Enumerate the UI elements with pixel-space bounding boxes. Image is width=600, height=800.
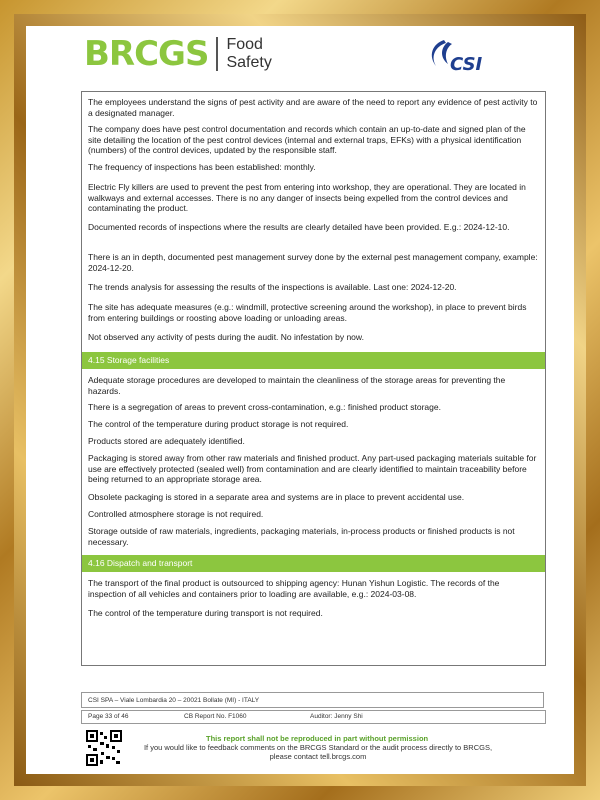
section-title: 4.16 Dispatch and transport (88, 558, 193, 568)
page-header (26, 26, 574, 88)
storage-paragraph: Adequate storage procedures are developed to maintain the cleanliness of the storage areas for preventing the hazards. (88, 375, 506, 396)
qr-code-icon (86, 730, 122, 766)
footer-report-number: CB Report No. F1060 (184, 713, 247, 720)
storage-paragraph: Controlled atmosphere storage is not required. (88, 509, 264, 519)
storage-paragraph: Products stored are adequately identified. (88, 436, 245, 446)
footer-page-number: Page 33 of 46 (88, 713, 129, 720)
pest-paragraph: Electric Fly killers are used to prevent the pest from entering into workshop, they are operational. They are located in walkways and external accesses. There is no any danger of insects being expelled from the control devices and contaminating the product. (88, 182, 526, 213)
csi-logo (426, 36, 496, 76)
csi-logo-text: CSI (450, 54, 483, 75)
pest-paragraph: Documented records of inspections where the results are clearly detailed have been provided. E.g.: 2024-12-10. (88, 222, 510, 232)
report-content-box (81, 91, 546, 666)
section-title: 4.15 Storage facilities (88, 355, 170, 365)
pest-paragraph: The trends analysis for assessing the results of the inspections is available. Last one: 2024-12-20. (88, 282, 457, 292)
pest-paragraph: Not observed any activity of pests during the audit. No infestation by now. (88, 332, 364, 342)
section-heading-storage (82, 352, 545, 369)
brcgs-wordmark: BRCGS (84, 34, 209, 74)
brcgs-tagline (226, 36, 271, 72)
footer-auditor: Auditor: Jenny Shi (310, 713, 363, 720)
copyright-notice: This report shall not be reproduced in part without permission (206, 734, 429, 743)
footer-address-row (81, 692, 544, 708)
pest-paragraph: The company does have pest control documentation and records which contain an up-to-date and signed plan of the site detailing the location of the pest control devices (internal and external traps, EFKs) with a physical identification (numbers) of the control devices, updated by the responsible staff. (88, 124, 526, 155)
dispatch-paragraph: The control of the temperature during transport is not required. (88, 608, 323, 618)
footer-info-row (81, 710, 546, 724)
storage-paragraph: Storage outside of raw materials, ingredients, packaging materials, in-process products or finished products is not necessary. (88, 526, 515, 547)
brcgs-logo (84, 34, 272, 74)
pest-paragraph: The employees understand the signs of pest activity and are aware of the need to report any evidence of pest activity to a designated manager. (88, 97, 538, 118)
pest-paragraph: The frequency of inspections has been established: monthly. (88, 162, 316, 172)
brcgs-tag-line2: Safety (226, 54, 272, 71)
pest-paragraph: The site has adequate measures (e.g.: windmill, protective screening around the workshop), in place to prevent birds from entering buildings or roosting above loading or unloading areas. (88, 302, 527, 323)
storage-paragraph: The control of the temperature during product storage is not required. (88, 419, 349, 429)
logo-separator (216, 37, 218, 71)
storage-paragraph: Packaging is stored away from other raw materials and finished product. Any part-used packaging materials suitable for use are effectively protected (sealed well) from contamination and are clearly identified to maintain traceability before being returned to an appropriate storage area. (88, 453, 537, 484)
report-page (26, 26, 574, 774)
section-heading-dispatch (82, 555, 545, 572)
footer-address: CSI SPA – Viale Lombardia 20 – 20021 Bollate (MI) - ITALY (88, 697, 260, 704)
storage-paragraph: Obsolete packaging is stored in a separate area and systems are in place to prevent accidental use. (88, 492, 465, 502)
pest-paragraph: There is an in depth, documented pest management survey done by the external pest management company, example: 2024-12-20. (88, 252, 538, 273)
feedback-notice: If you would like to feedback comments on the BRCGS Standard or the audit process directly to BRCGS, please contact tell.brcgs.com (143, 743, 493, 761)
storage-paragraph: There is a segregation of areas to prevent cross-contamination, e.g.: finished product storage. (88, 402, 441, 412)
brcgs-tag-line1: Food (226, 36, 263, 53)
dispatch-paragraph: The transport of the final product is outsourced to shipping agency: Hunan Yishun Logistic. The records of the inspection of all vehicles and containers prior to loading are available, e.g.: 2024-03-08. (88, 578, 500, 599)
